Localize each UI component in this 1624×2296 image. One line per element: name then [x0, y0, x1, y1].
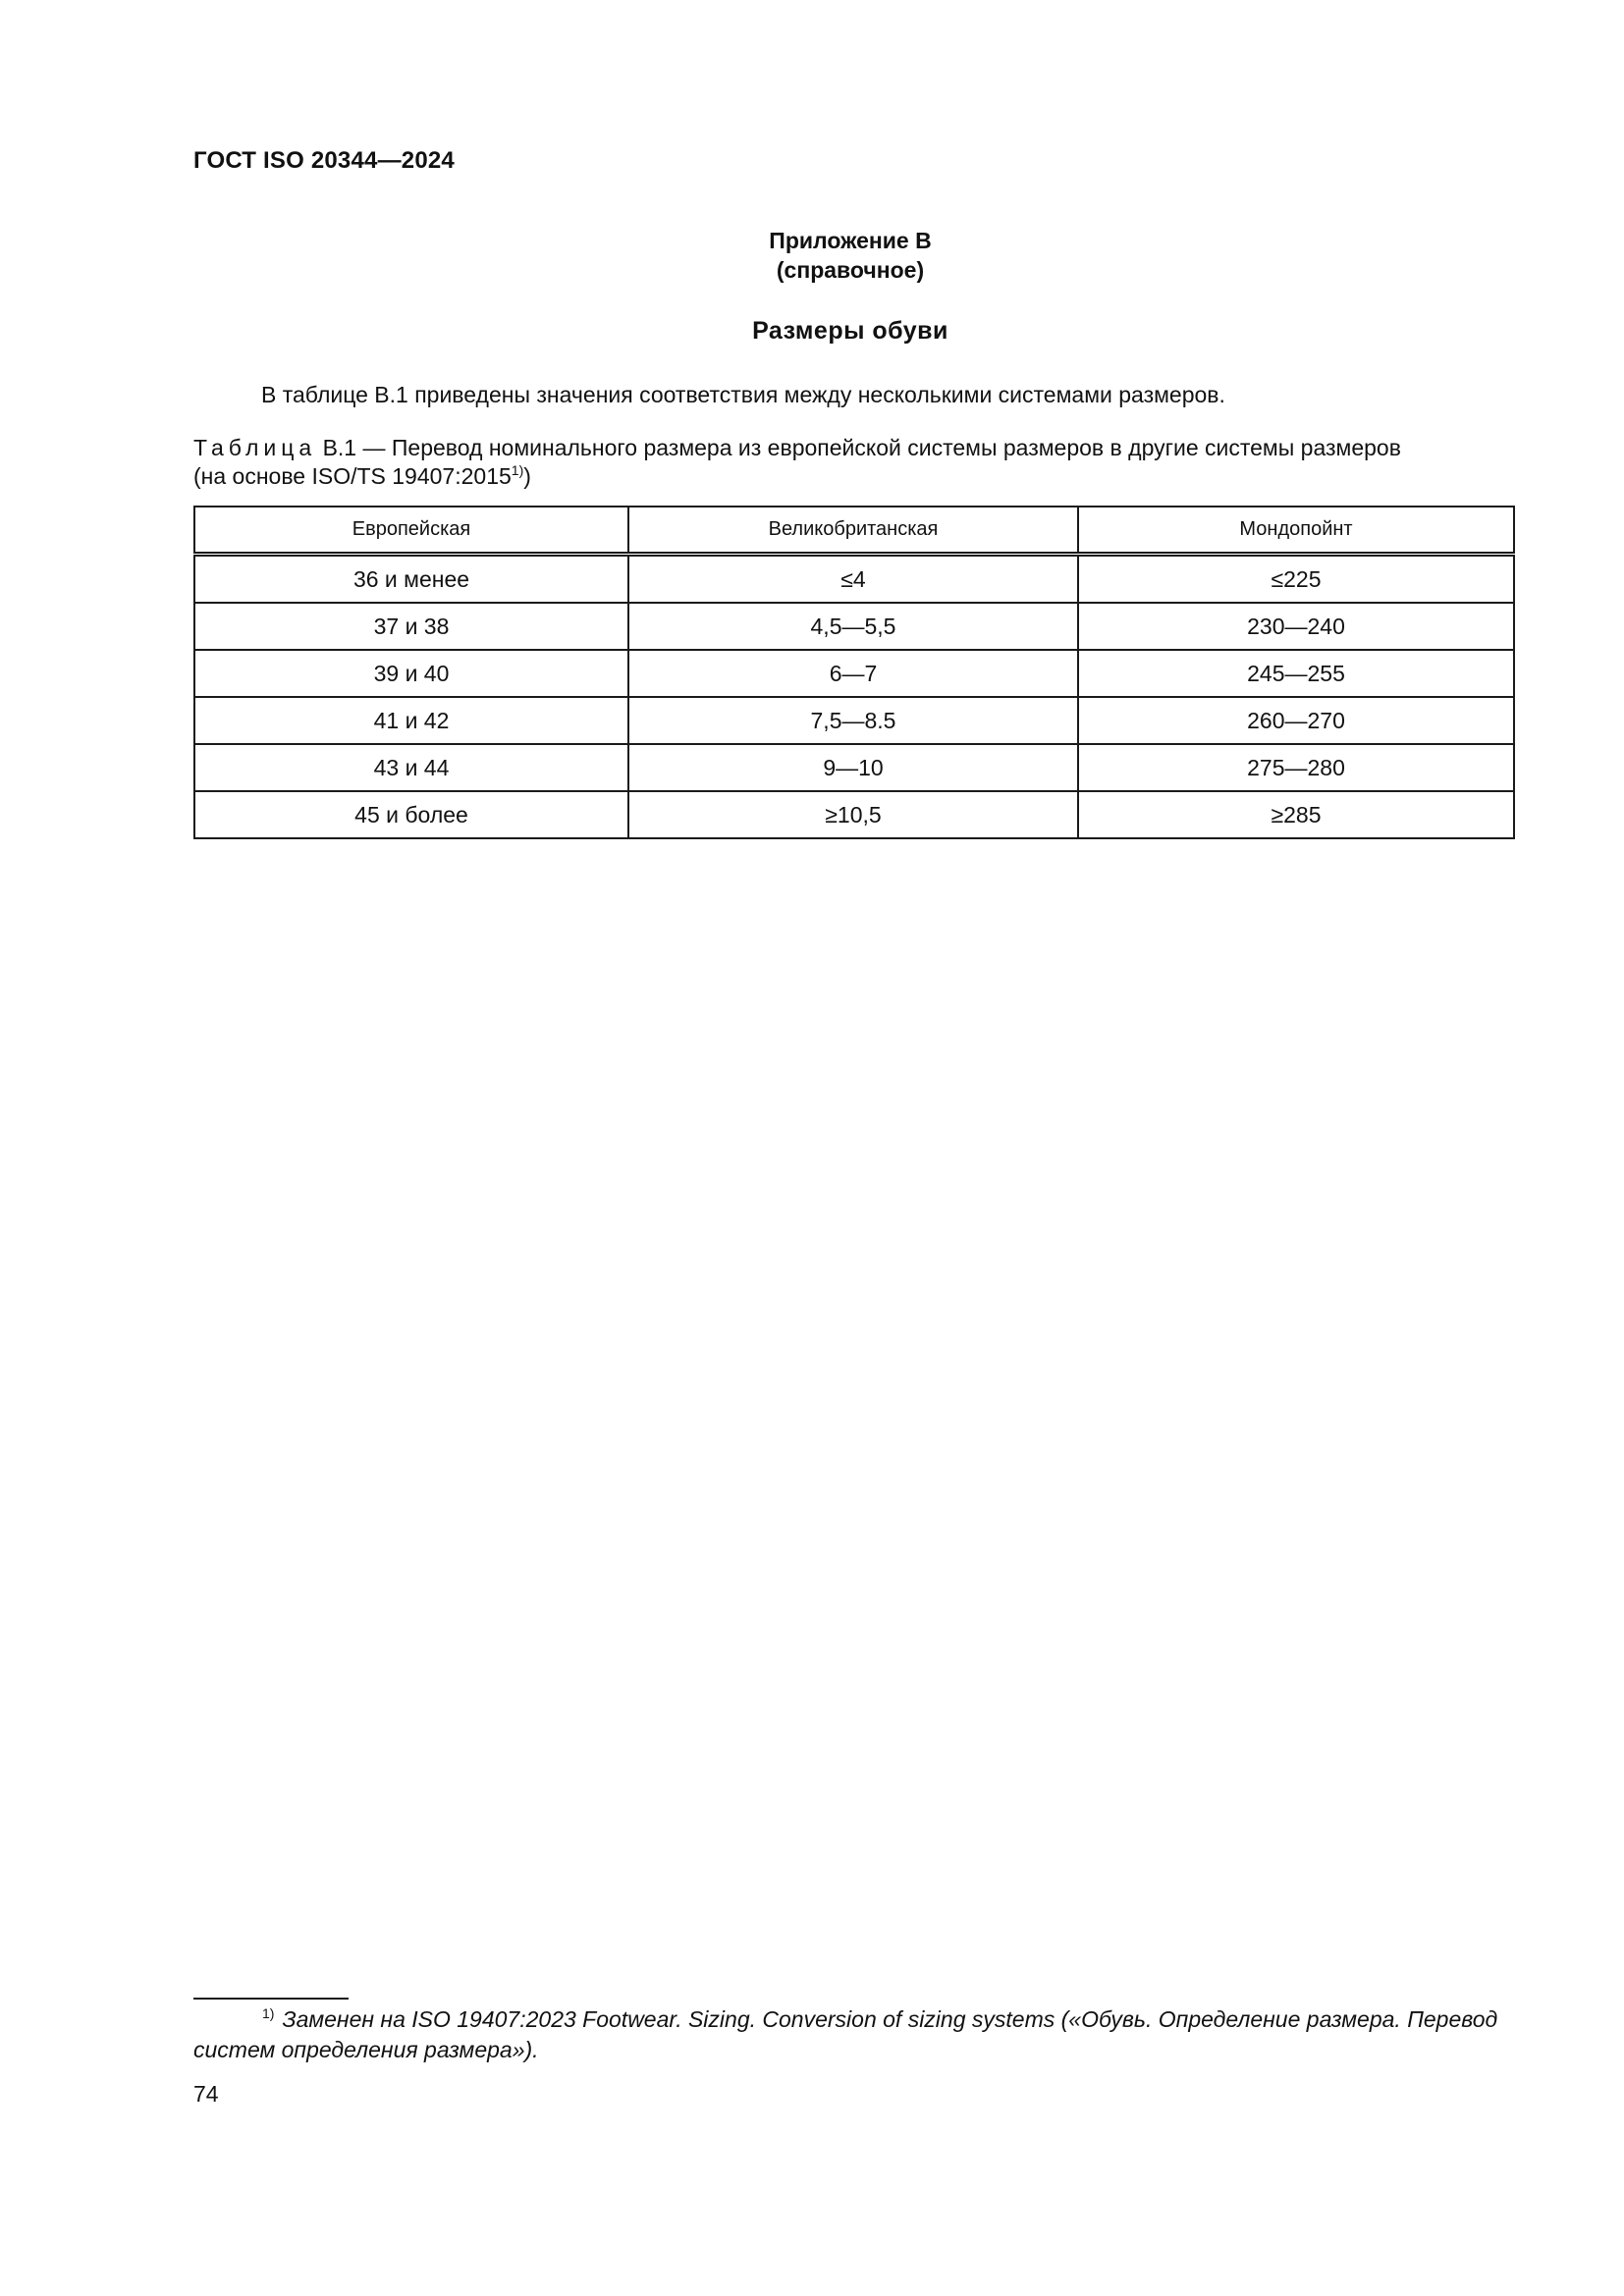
cell-mondopoint: 260—270 [1078, 697, 1514, 744]
table-caption-close: ) [523, 463, 531, 489]
cell-mondopoint: 275—280 [1078, 744, 1514, 791]
cell-european: 39 и 40 [194, 650, 628, 697]
table-row [194, 603, 1514, 650]
footnote-text: Заменен на ISO 19407:2023 Footwear. Sizing. Conversion of sizing systems («Обувь. Определение размера. Перевод систем определения размера»). [193, 2006, 1498, 2062]
cell-british: ≤4 [628, 555, 1078, 604]
cell-european: 41 и 42 [194, 697, 628, 744]
header-mondopoint: Мондопойнт [1078, 507, 1514, 555]
cell-european: 36 и менее [194, 555, 628, 604]
cell-european: 43 и 44 [194, 744, 628, 791]
cell-mondopoint: ≥285 [1078, 791, 1514, 838]
cell-british: 6—7 [628, 650, 1078, 697]
section-title: Размеры обуви [752, 317, 948, 345]
table-row [194, 744, 1514, 791]
table-header-row [194, 507, 1514, 555]
table-row [194, 791, 1514, 838]
appendix-title: Приложение В [769, 228, 932, 253]
cell-mondopoint: ≤225 [1078, 555, 1514, 604]
footnote-mark: 1) [262, 2005, 275, 2021]
cell-british: 7,5—8.5 [628, 697, 1078, 744]
footnote-divider [193, 1998, 349, 2000]
table-caption-text: В.1 — Перевод номинального размера из европейской системы размеров в другие системы размеров [316, 435, 1401, 460]
cell-british: ≥10,5 [628, 791, 1078, 838]
size-conversion-table [193, 506, 1515, 839]
appendix-heading [0, 226, 1624, 285]
footnote-reference: 1) [511, 462, 524, 478]
table-row [194, 650, 1514, 697]
appendix-kind: (справочное) [776, 257, 925, 283]
intro-paragraph: В таблице В.1 приведены значения соответствия между несколькими системами размеров. [261, 382, 1225, 407]
table-row [194, 697, 1514, 744]
table-caption-label: Таблица [193, 435, 317, 460]
table-caption-source: (на основе ISO/TS 19407:2015 [193, 463, 512, 489]
table-row [194, 555, 1514, 604]
cell-european: 37 и 38 [194, 603, 628, 650]
header-british: Великобританская [628, 507, 1078, 555]
page-number: 74 [193, 2081, 219, 2107]
header-european: Европейская [194, 507, 628, 555]
document-id-header: ГОСТ ISO 20344—2024 [193, 147, 455, 174]
footnote [193, 2004, 1519, 2065]
cell-british: 4,5—5,5 [628, 603, 1078, 650]
cell-mondopoint: 245—255 [1078, 650, 1514, 697]
table-caption [193, 434, 1515, 491]
cell-mondopoint: 230—240 [1078, 603, 1514, 650]
cell-european: 45 и более [194, 791, 628, 838]
cell-british: 9—10 [628, 744, 1078, 791]
